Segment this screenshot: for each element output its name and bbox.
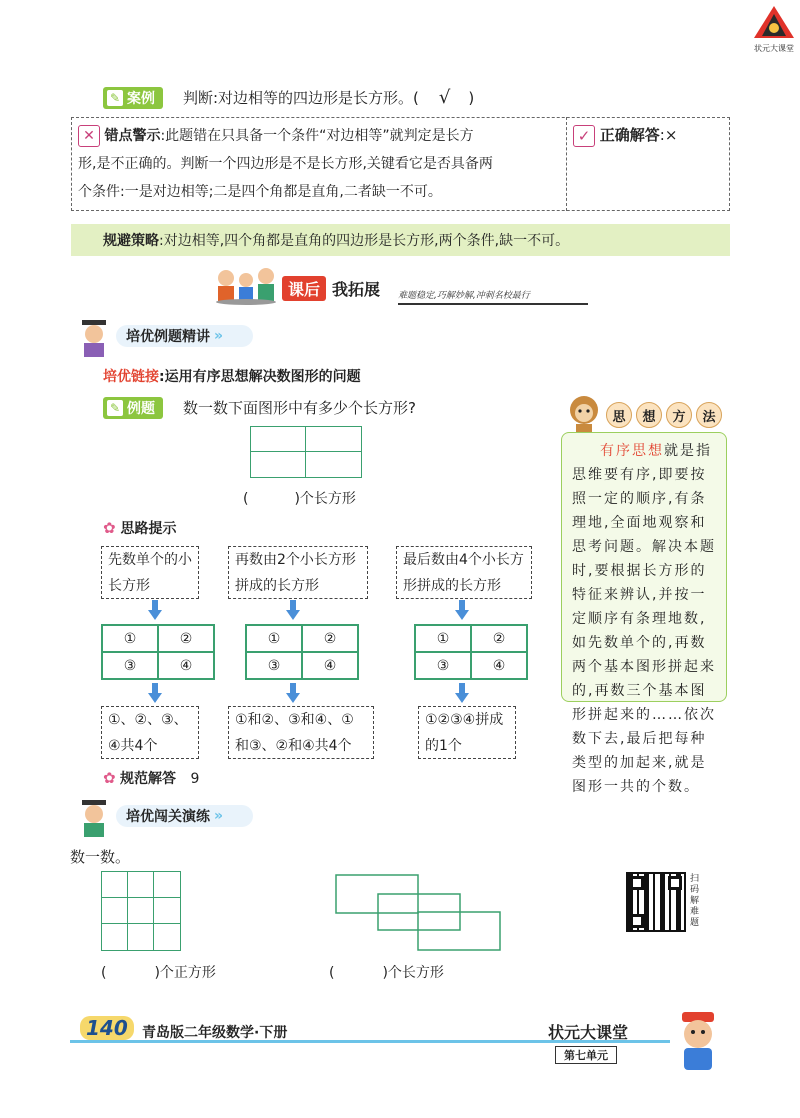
case-statement: 判断:对边相等的四边形是长方形。( √ ) — [183, 87, 475, 108]
students-icon — [212, 266, 280, 306]
case-answer-mark: √ — [438, 87, 451, 108]
method-highlight: 有序思想 — [600, 443, 664, 459]
flower-icon: ✿ — [103, 519, 116, 537]
mascot — [670, 1010, 726, 1074]
example-tag: ✎ 例题 — [103, 397, 163, 419]
hint-result-3: ①②③④拼成的1个 — [418, 706, 516, 759]
practice-blank-1: ( )个正方形 — [101, 965, 216, 981]
check-icon: ✓ — [573, 125, 595, 147]
example-answer-blank: ( )个长方形 — [243, 491, 356, 507]
teacher-icon — [76, 318, 112, 358]
hint-step-3: 最后数由4个小长方形拼成的长方形 — [396, 546, 532, 599]
example-section-title: 培优例题精讲 » — [116, 325, 253, 347]
error-warning-text: ✕ 错点警示:此题错在只具备一个条件“对边相等”就判定是长方 形,是不正确的。判断一个四边形是不是长方形,关键看它是否具备两 个条件:一是对边相等;二是四个角都是直角,二者缺一不可。 — [78, 122, 562, 206]
flower-icon: ✿ — [103, 769, 116, 787]
square-grid-figure — [101, 871, 181, 951]
pencil-icon: ✎ — [107, 400, 123, 416]
qr-code[interactable] — [626, 872, 686, 932]
after-class-slogan: 难题稳定,巧解妙解,冲刺名校最行 — [398, 288, 588, 305]
method-title: 思 想 方 法 — [606, 402, 722, 428]
hint-step-2: 再数由2个小长方形拼成的长方形 — [228, 546, 368, 599]
overlap-rectangles-figure — [333, 872, 503, 954]
hint-result-1: ①、②、③、④共4个 — [101, 706, 199, 759]
kids-illustration — [212, 266, 280, 306]
hint-result-2: ①和②、③和④、①和③、②和④共4个 — [228, 706, 374, 759]
correct-answer: ✓ 正确解答:× — [573, 124, 677, 147]
hints-title: ✿ 思路提示 — [103, 519, 177, 537]
method-box — [561, 432, 727, 795]
flame-logo-icon — [752, 4, 796, 40]
student-avatar — [76, 798, 112, 838]
hint-grid-3: ① ② ③ ④ — [414, 624, 528, 680]
brand-title: 状元大课堂 — [548, 1023, 629, 1042]
down-arrow-icon — [455, 600, 469, 620]
example-question: 数一数下面图形中有多少个长方形? — [183, 399, 416, 417]
practice-blank-2: ( )个长方形 — [329, 965, 444, 981]
after-class-title: 课后 我拓展 — [282, 276, 380, 301]
page-number: 140 — [80, 1016, 134, 1040]
example-figure — [250, 426, 362, 478]
student-icon — [76, 798, 112, 838]
standard-answer: ✿ 规范解答 9 — [103, 769, 200, 787]
practice-prompt: 数一数。 — [70, 848, 131, 866]
down-arrow-icon — [148, 683, 162, 703]
book-title: 青岛版二年级数学·下册 — [142, 1025, 288, 1041]
practice-section-title: 培优闯关演练 » — [116, 805, 253, 827]
error-box-divider — [566, 117, 567, 211]
down-arrow-icon — [148, 600, 162, 620]
monkey-icon — [564, 392, 604, 436]
logo-caption: 状元大课堂 — [754, 44, 794, 53]
down-arrow-icon — [455, 683, 469, 703]
down-arrow-icon — [286, 600, 300, 620]
publisher-logo — [752, 4, 796, 52]
down-arrow-icon — [286, 683, 300, 703]
pencil-icon: ✎ — [107, 90, 123, 106]
qr-caption: 扫码解难题 — [690, 874, 700, 928]
avoid-strategy-text: 规避策略:对边相等,四个角都是直角的四边形是长方形,两个条件,缺一不可。 — [103, 233, 570, 249]
method-body: 就是指思维要有序,即要按照一定的顺序,有条理地,全面地观察和思考问题。解决本题时,要根据长方形的特征来辨认,并按一定顺序有条理地数,如先数单个的,再数两个基本图形拼起来的,再数三个基本图形拼起来的……依次数下去,最后把每种类型的加起来,就是图形一共的个数。 — [572, 443, 716, 795]
method-mascot — [564, 392, 604, 436]
scholar-mascot-icon — [670, 1010, 726, 1074]
hint-step-1: 先数单个的小长方形 — [101, 546, 199, 599]
unit-label: 第七单元 — [555, 1046, 617, 1064]
example-link: 培优链接:运用有序思想解决数图形的问题 — [103, 369, 361, 385]
hint-grid-1: ① ② ③ ④ — [101, 624, 215, 680]
teacher-avatar — [76, 318, 112, 358]
case-tag: ✎ 案例 — [103, 87, 163, 109]
hint-grid-2: ① ② ③ ④ — [245, 624, 359, 680]
cross-icon: ✕ — [78, 125, 100, 147]
